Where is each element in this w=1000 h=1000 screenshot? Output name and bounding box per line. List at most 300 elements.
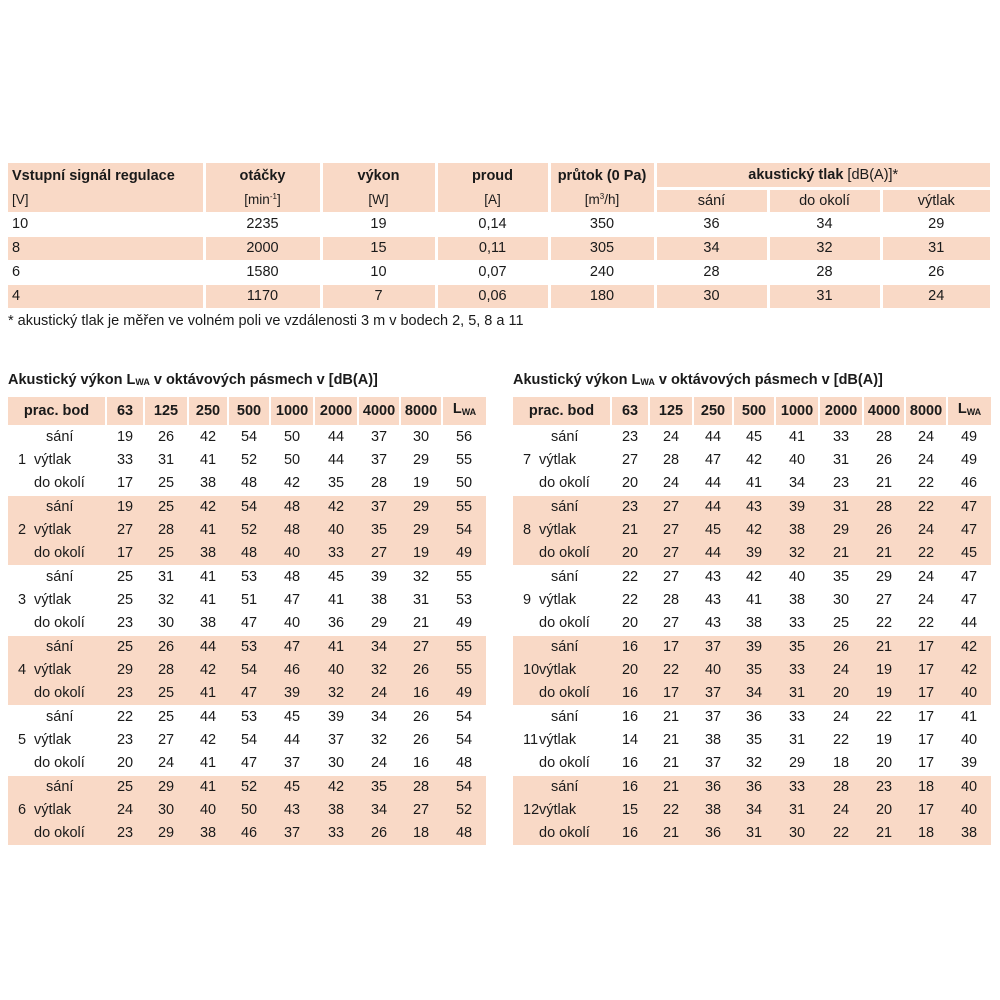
- band-value: 35: [358, 776, 400, 800]
- work-point-number: 7: [523, 452, 532, 468]
- band-value: 25: [106, 776, 144, 800]
- regulation-cell: 34: [655, 237, 768, 261]
- band-value: 20: [621, 475, 639, 491]
- work-point-number: [8, 682, 34, 706]
- band-value: 42: [188, 659, 228, 682]
- band-value: 31: [144, 566, 188, 590]
- row-label: výtlak: [539, 732, 577, 748]
- work-point-number: [8, 752, 34, 776]
- band-value: 21: [649, 822, 693, 845]
- band-value: 27: [106, 519, 144, 542]
- rpm-unit: $[\min^{-1}]$: [204, 189, 321, 213]
- band-value: 48: [240, 475, 258, 491]
- band-value: 41: [188, 566, 228, 590]
- regulation-cell: 0,11: [436, 237, 549, 261]
- octave-table-right: [513, 397, 991, 845]
- band-value: 40: [314, 659, 358, 682]
- band-value: 41: [314, 636, 358, 660]
- band-value: 23: [116, 732, 134, 748]
- band-value: 53: [228, 706, 270, 730]
- band-value: 53: [228, 636, 270, 660]
- octave-row: [8, 682, 486, 706]
- band-value: 42: [188, 426, 228, 450]
- band-value: 42: [314, 496, 358, 520]
- band-value: 50: [283, 452, 301, 468]
- band-value: 44: [283, 732, 301, 748]
- band-value: 26: [400, 659, 442, 682]
- band-value: 54: [228, 659, 270, 682]
- band-value: 40: [788, 452, 806, 468]
- lwa-value: 53: [455, 592, 473, 608]
- band-value: 41: [199, 452, 217, 468]
- band-value: 32: [745, 755, 763, 771]
- band-value: 44: [188, 706, 228, 730]
- band-value: 44: [693, 496, 733, 520]
- band-value: 29: [788, 755, 806, 771]
- band-value: 29: [370, 615, 388, 631]
- noise-sub-ambient: do okolí: [768, 189, 881, 213]
- band-value: 42: [745, 452, 763, 468]
- octave-row: [8, 799, 486, 822]
- band-value: 31: [733, 822, 775, 845]
- band-value: 28: [144, 519, 188, 542]
- row-label: výtlak: [539, 659, 611, 682]
- band-value: 20: [116, 755, 134, 771]
- octave-row: [8, 449, 486, 472]
- header-band: 125: [649, 397, 693, 426]
- band-value: 37: [358, 496, 400, 520]
- band-value: 24: [819, 706, 863, 730]
- signal-header: Vstupní signál regulace: [8, 163, 204, 189]
- band-value: 44: [327, 452, 345, 468]
- band-value: 29: [400, 496, 442, 520]
- band-value: 42: [283, 475, 301, 491]
- band-value: 24: [662, 475, 680, 491]
- band-value: 26: [875, 452, 893, 468]
- band-value: 25: [144, 682, 188, 706]
- octave-row: [513, 752, 991, 776]
- band-value: 22: [917, 615, 935, 631]
- band-value: 31: [775, 682, 819, 706]
- footnote: * akustický tlak je měřen ve volném poli ve vzdálenosti 3 m v bodech 2, 5, 8 a 11: [8, 313, 524, 329]
- band-value: 24: [819, 799, 863, 822]
- band-value: 33: [314, 822, 358, 845]
- lwa-value: 40: [947, 799, 991, 822]
- band-value: 31: [157, 452, 175, 468]
- work-point-number: 6: [8, 799, 34, 822]
- band-value: 26: [358, 822, 400, 845]
- band-value: 37: [358, 426, 400, 450]
- octave-title-right: Akustický výkon $L_{WA}$ v oktávových pásmech v [dB(A)]: [513, 372, 883, 388]
- regulation-cell: 4: [8, 285, 204, 309]
- band-value: 24: [819, 659, 863, 682]
- octave-row: [513, 706, 991, 730]
- regulation-row: [8, 237, 990, 261]
- band-value: 28: [370, 475, 388, 491]
- band-value: 18: [905, 776, 947, 800]
- lwa-value: 39: [960, 755, 978, 771]
- band-value: 16: [611, 822, 649, 845]
- band-value: 54: [228, 496, 270, 520]
- band-value: 28: [662, 452, 680, 468]
- regulation-cell: 0,06: [436, 285, 549, 309]
- band-value: 48: [270, 566, 314, 590]
- lwa-value: 54: [442, 519, 486, 542]
- band-value: 27: [621, 452, 639, 468]
- work-point-number: [8, 612, 34, 636]
- band-value: 52: [228, 776, 270, 800]
- band-value: 40: [693, 659, 733, 682]
- band-value: 26: [819, 636, 863, 660]
- band-value: 46: [228, 822, 270, 845]
- band-value: 24: [370, 755, 388, 771]
- band-value: 37: [704, 755, 722, 771]
- regulation-cell: 26: [881, 261, 990, 285]
- work-point-number: [8, 706, 34, 730]
- band-value: 35: [775, 636, 819, 660]
- band-value: 25: [106, 636, 144, 660]
- row-label: sání: [539, 426, 611, 450]
- band-value: 46: [270, 659, 314, 682]
- octave-row: [8, 519, 486, 542]
- band-value: 37: [693, 682, 733, 706]
- band-value: 22: [832, 732, 850, 748]
- band-value: 33: [788, 615, 806, 631]
- band-value: 25: [144, 542, 188, 566]
- band-value: 37: [693, 706, 733, 730]
- regulation-cell: 240: [549, 261, 655, 285]
- band-value: 35: [819, 566, 863, 590]
- band-value: 42: [188, 496, 228, 520]
- band-value: 24: [358, 682, 400, 706]
- band-value: 41: [188, 776, 228, 800]
- regulation-cell: 8: [8, 237, 204, 261]
- work-point-number: [513, 542, 539, 566]
- row-label: do okolí: [34, 475, 85, 491]
- octave-header-row: [513, 397, 991, 426]
- band-value: 15: [611, 799, 649, 822]
- row-label: sání: [34, 706, 106, 730]
- band-value: 27: [400, 636, 442, 660]
- work-point-number: 2: [8, 519, 34, 542]
- lwa-value: 49: [960, 452, 978, 468]
- band-value: 27: [649, 496, 693, 520]
- lwa-value: 52: [442, 799, 486, 822]
- octave-row: [8, 706, 486, 730]
- band-value: 37: [693, 636, 733, 660]
- header-lwa: $L_{WA}$: [947, 397, 991, 426]
- work-point-number: [513, 682, 539, 706]
- band-value: 17: [116, 475, 134, 491]
- band-value: 33: [314, 542, 358, 566]
- band-value: 37: [283, 755, 301, 771]
- work-point-number: [513, 776, 539, 800]
- lwa-value: 40: [960, 732, 978, 748]
- band-value: 32: [400, 566, 442, 590]
- header-band: 4000: [863, 397, 905, 426]
- band-value: 18: [905, 822, 947, 845]
- row-label: sání: [34, 566, 106, 590]
- lwa-value: 56: [442, 426, 486, 450]
- band-value: 54: [228, 426, 270, 450]
- row-label: do okolí: [539, 615, 590, 631]
- lwa-value: 49: [455, 615, 473, 631]
- octave-row: [513, 776, 991, 800]
- row-label: do okolí: [539, 542, 611, 566]
- octave-row: [8, 426, 486, 450]
- band-value: 26: [144, 636, 188, 660]
- band-value: 32: [314, 682, 358, 706]
- band-value: 44: [693, 426, 733, 450]
- regulation-cell: 24: [881, 285, 990, 309]
- octave-row: [8, 659, 486, 682]
- band-value: 31: [775, 799, 819, 822]
- band-value: 19: [106, 496, 144, 520]
- regulation-row: [8, 261, 990, 285]
- lwa-value: 38: [947, 822, 991, 845]
- row-label: výtlak: [539, 519, 611, 542]
- work-point-number: [8, 472, 34, 496]
- band-value: 38: [775, 519, 819, 542]
- band-value: 16: [621, 755, 639, 771]
- band-value: 26: [412, 732, 430, 748]
- band-value: 29: [106, 659, 144, 682]
- band-value: 43: [704, 592, 722, 608]
- work-point-number: 10: [513, 659, 539, 682]
- band-value: 22: [917, 475, 935, 491]
- band-value: 54: [240, 732, 258, 748]
- band-value: 35: [358, 519, 400, 542]
- band-value: 20: [819, 682, 863, 706]
- band-value: 48: [228, 542, 270, 566]
- band-value: 29: [863, 566, 905, 590]
- work-point-number: [513, 636, 539, 660]
- band-value: 20: [621, 615, 639, 631]
- band-value: 50: [270, 426, 314, 450]
- band-value: 27: [649, 519, 693, 542]
- band-value: 43: [704, 615, 722, 631]
- octave-row: [8, 636, 486, 660]
- band-value: 44: [693, 542, 733, 566]
- band-value: 35: [327, 475, 345, 491]
- octave-row: [8, 542, 486, 566]
- band-value: 26: [400, 706, 442, 730]
- band-value: 27: [400, 799, 442, 822]
- band-value: 17: [917, 755, 935, 771]
- band-value: 47: [283, 592, 301, 608]
- octave-row: [513, 612, 991, 636]
- band-value: 27: [649, 566, 693, 590]
- band-value: 16: [611, 682, 649, 706]
- band-value: 22: [863, 706, 905, 730]
- band-value: 37: [327, 732, 345, 748]
- work-point-number: [513, 472, 539, 496]
- band-value: 28: [863, 496, 905, 520]
- octave-row: [8, 566, 486, 590]
- band-value: 36: [733, 706, 775, 730]
- octave-row: [8, 729, 486, 752]
- band-value: 37: [270, 822, 314, 845]
- lwa-value: 44: [960, 615, 978, 631]
- band-value: 29: [400, 519, 442, 542]
- row-label: do okolí: [539, 682, 611, 706]
- work-point-number: [513, 706, 539, 730]
- band-value: 16: [400, 682, 442, 706]
- octave-row: [513, 472, 991, 496]
- octave-row: [513, 542, 991, 566]
- lwa-value: 48: [455, 755, 473, 771]
- octave-row: [8, 472, 486, 496]
- band-value: 21: [611, 519, 649, 542]
- band-value: 45: [733, 426, 775, 450]
- band-value: 35: [745, 732, 763, 748]
- band-value: 38: [370, 592, 388, 608]
- lwa-value: 47: [947, 519, 991, 542]
- band-value: 45: [270, 776, 314, 800]
- band-value: 34: [733, 799, 775, 822]
- lwa-value: 45: [947, 542, 991, 566]
- band-value: 17: [905, 799, 947, 822]
- band-value: 22: [905, 496, 947, 520]
- band-value: 17: [649, 682, 693, 706]
- regulation-cell: 29: [881, 213, 990, 237]
- band-value: 19: [863, 659, 905, 682]
- octave-row: [513, 659, 991, 682]
- lwa-value: 40: [947, 682, 991, 706]
- band-value: 21: [649, 706, 693, 730]
- band-value: 21: [412, 615, 430, 631]
- band-value: 29: [819, 519, 863, 542]
- regulation-cell: 2235: [204, 213, 321, 237]
- lwa-value: 54: [442, 706, 486, 730]
- regulation-row: [8, 285, 990, 309]
- lwa-value: 41: [947, 706, 991, 730]
- row-label: výtlak: [539, 452, 577, 468]
- regulation-table: [8, 163, 990, 308]
- row-label: výtlak: [539, 592, 577, 608]
- regulation-cell: 6: [8, 261, 204, 285]
- band-value: 40: [270, 542, 314, 566]
- band-value: 42: [199, 732, 217, 748]
- band-value: 23: [611, 496, 649, 520]
- band-value: 41: [745, 475, 763, 491]
- header-band: 250: [188, 397, 228, 426]
- work-point-number: [8, 636, 34, 660]
- band-value: 40: [283, 615, 301, 631]
- band-value: 41: [188, 519, 228, 542]
- band-value: 23: [116, 615, 134, 631]
- band-value: 40: [314, 519, 358, 542]
- band-value: 39: [270, 682, 314, 706]
- regulation-cell: 30: [655, 285, 768, 309]
- band-value: 38: [314, 799, 358, 822]
- lwa-value: 42: [947, 636, 991, 660]
- band-value: 43: [693, 566, 733, 590]
- band-value: 51: [240, 592, 258, 608]
- work-point-number: [8, 542, 34, 566]
- band-value: 38: [199, 615, 217, 631]
- band-value: 37: [370, 452, 388, 468]
- band-value: 17: [905, 659, 947, 682]
- band-value: 20: [875, 755, 893, 771]
- band-value: 22: [611, 566, 649, 590]
- band-value: 26: [863, 519, 905, 542]
- header-work-point: prac. bod: [513, 397, 611, 426]
- octave-row: [513, 589, 991, 612]
- band-value: 38: [188, 542, 228, 566]
- band-value: 22: [819, 822, 863, 845]
- row-label: výtlak: [34, 452, 72, 468]
- regulation-cell: 31: [768, 285, 881, 309]
- regulation-cell: 10: [8, 213, 204, 237]
- band-value: 27: [358, 542, 400, 566]
- band-value: 22: [905, 542, 947, 566]
- work-point-number: 1: [18, 452, 27, 468]
- work-point-number: 8: [513, 519, 539, 542]
- band-value: 34: [358, 706, 400, 730]
- rpm-header: otáčky: [204, 163, 321, 189]
- band-value: 41: [199, 592, 217, 608]
- work-point-number: 4: [8, 659, 34, 682]
- signal-unit: [V]: [8, 189, 204, 213]
- band-value: 52: [228, 519, 270, 542]
- current-unit: [A]: [436, 189, 549, 213]
- octave-row: [8, 612, 486, 636]
- band-value: 32: [358, 659, 400, 682]
- band-value: 39: [733, 542, 775, 566]
- band-value: 23: [832, 475, 850, 491]
- band-value: 20: [611, 659, 649, 682]
- regulation-cell: 350: [549, 213, 655, 237]
- band-value: 20: [611, 542, 649, 566]
- regulation-cell: 305: [549, 237, 655, 261]
- band-value: 29: [412, 452, 430, 468]
- band-value: 30: [832, 592, 850, 608]
- header-band: 1000: [270, 397, 314, 426]
- header-band: 500: [733, 397, 775, 426]
- power-unit: [W]: [321, 189, 436, 213]
- regulation-cell: 7: [321, 285, 436, 309]
- work-point-number: [8, 496, 34, 520]
- octave-title-left: Akustický výkon $L_{WA}$ v oktávových pásmech v [dB(A)]: [8, 372, 378, 388]
- band-value: 33: [116, 452, 134, 468]
- regulation-cell: 2000: [204, 237, 321, 261]
- band-value: 20: [863, 799, 905, 822]
- band-value: 24: [905, 566, 947, 590]
- band-value: 32: [370, 732, 388, 748]
- band-value: 44: [314, 426, 358, 450]
- band-value: 28: [144, 659, 188, 682]
- lwa-value: 42: [947, 659, 991, 682]
- noise-sub-suction: sání: [655, 189, 768, 213]
- band-value: 43: [733, 496, 775, 520]
- band-value: 21: [662, 755, 680, 771]
- band-value: 33: [775, 776, 819, 800]
- band-value: 28: [819, 776, 863, 800]
- band-value: 27: [157, 732, 175, 748]
- band-value: 48: [270, 519, 314, 542]
- band-value: 52: [240, 452, 258, 468]
- band-value: 31: [832, 452, 850, 468]
- octave-left-body: [8, 397, 486, 845]
- band-value: 38: [199, 475, 217, 491]
- band-value: 27: [875, 592, 893, 608]
- band-value: 47: [240, 615, 258, 631]
- band-value: 53: [228, 566, 270, 590]
- band-value: 18: [400, 822, 442, 845]
- band-value: 48: [270, 496, 314, 520]
- band-value: 35: [733, 659, 775, 682]
